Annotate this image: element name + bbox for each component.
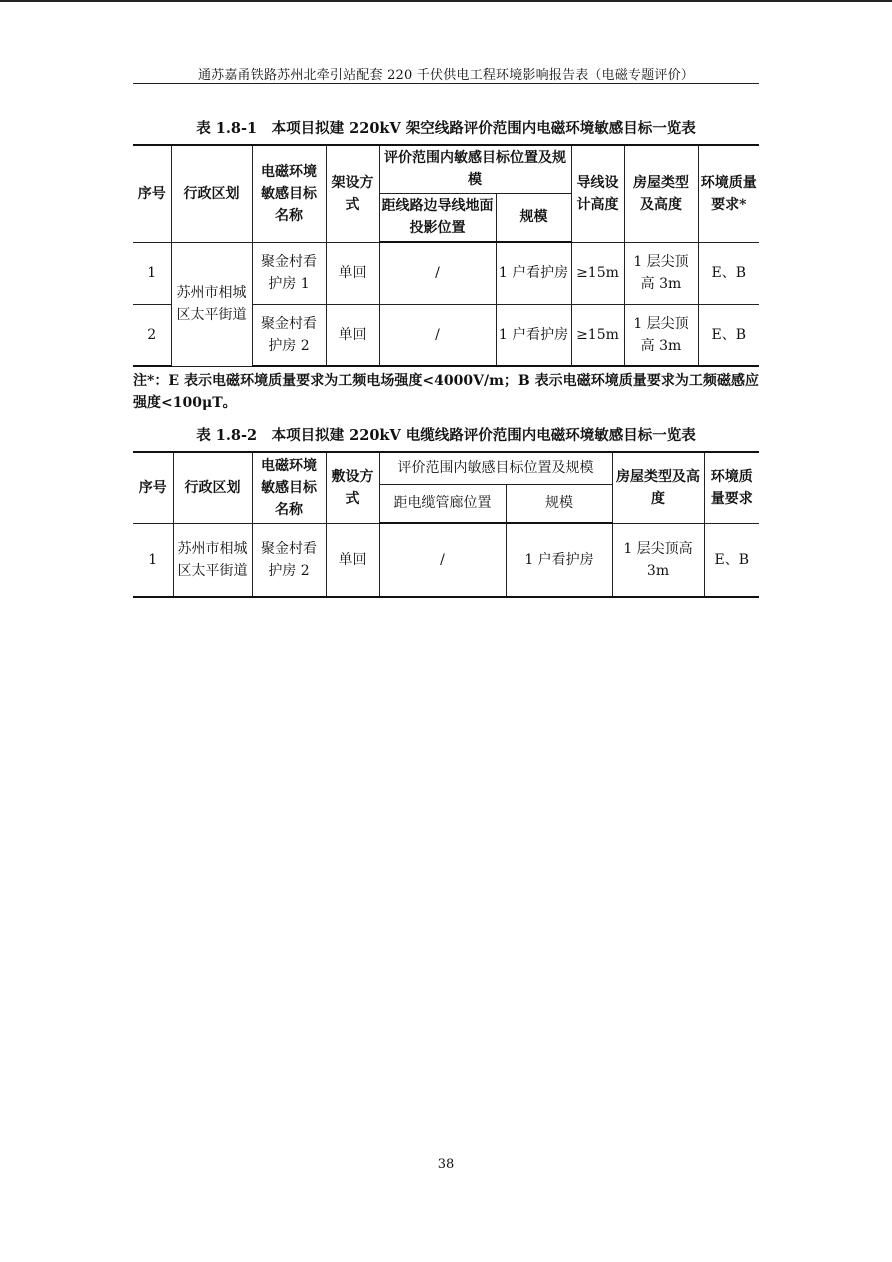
table-row	[133, 242, 759, 304]
t2-header-scale: 规模	[506, 484, 612, 523]
t2-header-distance: 距电缆管廊位置	[379, 484, 506, 523]
table-row	[133, 523, 759, 597]
t1-r1-name: 聚金村看护房 1	[252, 242, 326, 304]
t2-header-target-name: 电磁环境敏感目标名称	[252, 452, 326, 523]
t1-r2-seq: 2	[133, 304, 171, 366]
t2-r1-name: 聚金村看护房 2	[252, 523, 326, 597]
t1-header-env: 环境质量要求*	[698, 145, 759, 242]
page-top-border	[0, 0, 892, 2]
t2-r1-distance: /	[379, 523, 506, 597]
t2-header-house: 房屋类型及高度	[612, 452, 704, 523]
page-number: 38	[437, 1157, 455, 1172]
table2-cable-line-sensitive-targets	[133, 451, 759, 598]
t1-header-height: 导线设计高度	[571, 145, 624, 242]
t1-header-target-name: 电磁环境敏感目标名称	[252, 145, 326, 242]
t2-header-district: 行政区划	[173, 452, 252, 523]
t1-header-seq: 序号	[133, 145, 171, 242]
t2-r1-district: 苏州市相城区太平街道	[173, 523, 252, 597]
t1-r2-env: E、B	[698, 304, 759, 366]
t1-r1-height: ≥15m	[571, 242, 624, 304]
running-header: 通苏嘉甬铁路苏州北牵引站配套 220 千伏供电工程环境影响报告表（电磁专题评价）	[197, 68, 695, 83]
t2-r1-house: 1 层尖顶高 3m	[612, 523, 704, 597]
t1-header-house: 房屋类型及高度	[624, 145, 698, 242]
t1-r1-house: 1 层尖顶高 3m	[624, 242, 698, 304]
t2-r1-scale: 1 户看护房	[506, 523, 612, 597]
table1-note: 注*：E 表示电磁环境质量要求为工频电场强度<4000V/m；B 表示电磁环境质量要求为工频磁感应强度<100μT。	[133, 373, 759, 411]
t1-r2-height: ≥15m	[571, 304, 624, 366]
t2-r1-mount: 单回	[326, 523, 379, 597]
t2-header-mount: 敷设方式	[326, 452, 379, 523]
table1-caption: 表 1.8-1 本项目拟建 220kV 架空线路评价范围内电磁环境敏感目标一览表	[196, 120, 696, 137]
t1-r1-env: E、B	[698, 242, 759, 304]
t1-r2-mount: 单回	[326, 304, 379, 366]
t2-r1-seq: 1	[133, 523, 173, 597]
t2-r1-env: E、B	[704, 523, 759, 597]
t1-r2-house: 1 层尖顶高 3m	[624, 304, 698, 366]
t1-r1-mount: 单回	[326, 242, 379, 304]
header-rule	[133, 83, 759, 84]
t1-header-range-group: 评价范围内敏感目标位置及规模	[379, 145, 571, 193]
t1-district: 苏州市相城区太平街道	[171, 242, 252, 366]
t2-header-seq: 序号	[133, 452, 173, 523]
t1-r1-distance: /	[379, 242, 496, 304]
t1-r1-seq: 1	[133, 242, 171, 304]
t1-header-distance: 距线路边导线地面投影位置	[379, 193, 496, 242]
t1-r2-distance: /	[379, 304, 496, 366]
t2-header-env: 环境质量要求	[704, 452, 759, 523]
t1-header-mount: 架设方式	[326, 145, 379, 242]
t1-header-district: 行政区划	[171, 145, 252, 242]
t1-header-scale: 规模	[496, 193, 571, 242]
table1-overhead-line-sensitive-targets	[133, 144, 759, 367]
table2-caption: 表 1.8-2 本项目拟建 220kV 电缆线路评价范围内电磁环境敏感目标一览表	[196, 427, 696, 444]
t1-r2-scale: 1 户看护房	[496, 304, 571, 366]
t2-header-range-group: 评价范围内敏感目标位置及规模	[379, 452, 612, 484]
t1-r1-scale: 1 户看护房	[496, 242, 571, 304]
t1-r2-name: 聚金村看护房 2	[252, 304, 326, 366]
